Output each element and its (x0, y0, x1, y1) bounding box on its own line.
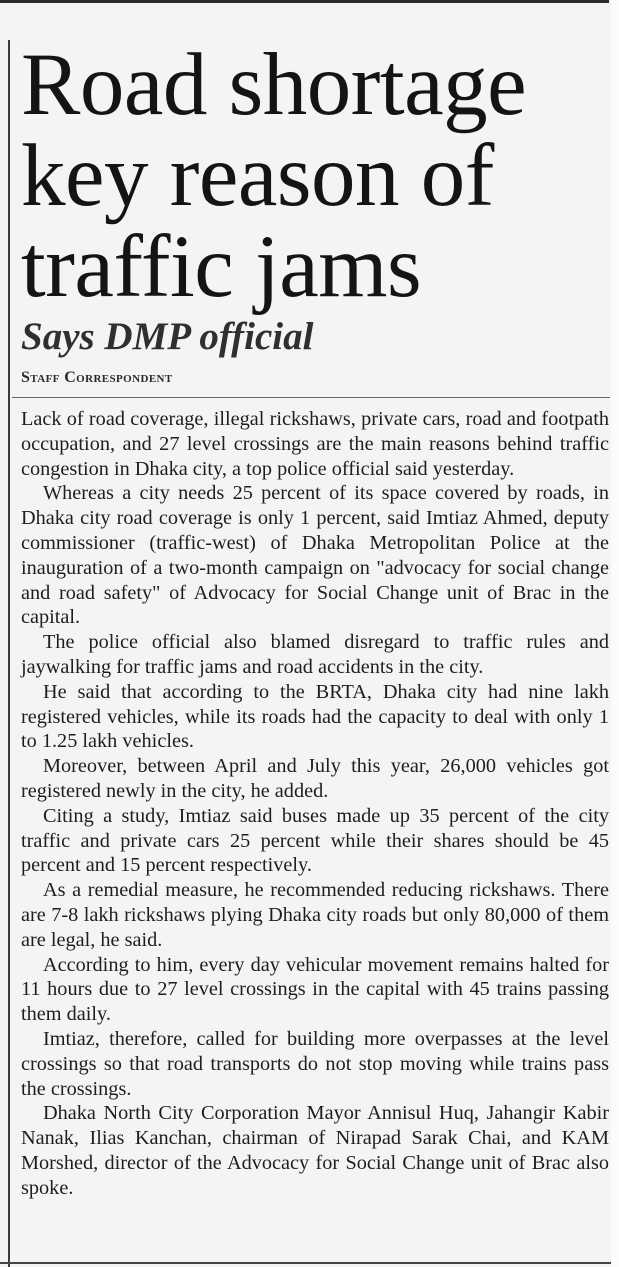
byline-divider (12, 397, 610, 398)
headline: Road shortage key reason of traffic jams (21, 36, 527, 316)
byline: Staff Correspondent (21, 369, 173, 386)
paragraph: Whereas a city needs 25 percent of its space covered by roads, in Dhaka city road coverage is only 1 percent, said Imtiaz Ahmed, deputy commissioner (traffic-west) of Dhaka Metropolitan Police at the inauguration of a two-month campaign on "advocacy for social change and road safety" of Advocacy for Social Change unit of Brac in the capital. (21, 482, 609, 629)
paragraph: The police official also blamed disregard to traffic rules and jaywalking for traffic jams and road accidents in the city. (21, 631, 609, 678)
paragraph: Lack of road coverage, illegal rickshaws, private cars, road and footpath occupation, and 27 level crossings are the main reasons behind traffic congestion in Dhaka city, a top police official said yesterday. (21, 408, 609, 480)
paragraph: Moreover, between April and July this year, 26,000 vehicles got registered newly in the city, he added. (21, 755, 609, 802)
column-left-rule (8, 40, 10, 1267)
paragraph: Citing a study, Imtiaz said buses made up 35 percent of the city traffic and private cars 25 percent while their shares should be 45 percent and 15 percent respectively. (21, 804, 609, 877)
bottom-rule (0, 1262, 611, 1264)
paragraph: He said that according to the BRTA, Dhaka city had nine lakh registered vehicles, while its roads had the capacity to deal with only 1 to 1.25 lakh vehicles. (21, 680, 609, 753)
article-body (21, 407, 609, 1201)
subhead: Says DMP official (21, 315, 314, 358)
paragraph: According to him, every day vehicular movement remains halted for 11 hours due to 27 level crossings in the capital with 45 trains passing them daily. (21, 953, 609, 1026)
page-right-margin (611, 0, 619, 1267)
top-rule (0, 0, 609, 3)
paragraph: As a remedial measure, he recommended reducing rickshaws. There are 7-8 lakh rickshaws plying Dhaka city roads but only 80,000 of them are legal, he said. (21, 879, 609, 951)
paragraph: Dhaka North City Corporation Mayor Annisul Huq, Jahangir Kabir Nanak, Ilias Kanchan, chairman of Nirapad Sarak Chai, and KAM Morshed, director of the Advocacy for Social Change unit of Brac also spoke. (21, 1102, 609, 1199)
paragraph: Imtiaz, therefore, called for building more overpasses at the level crossings so that road transports do not stop moving while trains pass the crossings. (21, 1027, 609, 1100)
